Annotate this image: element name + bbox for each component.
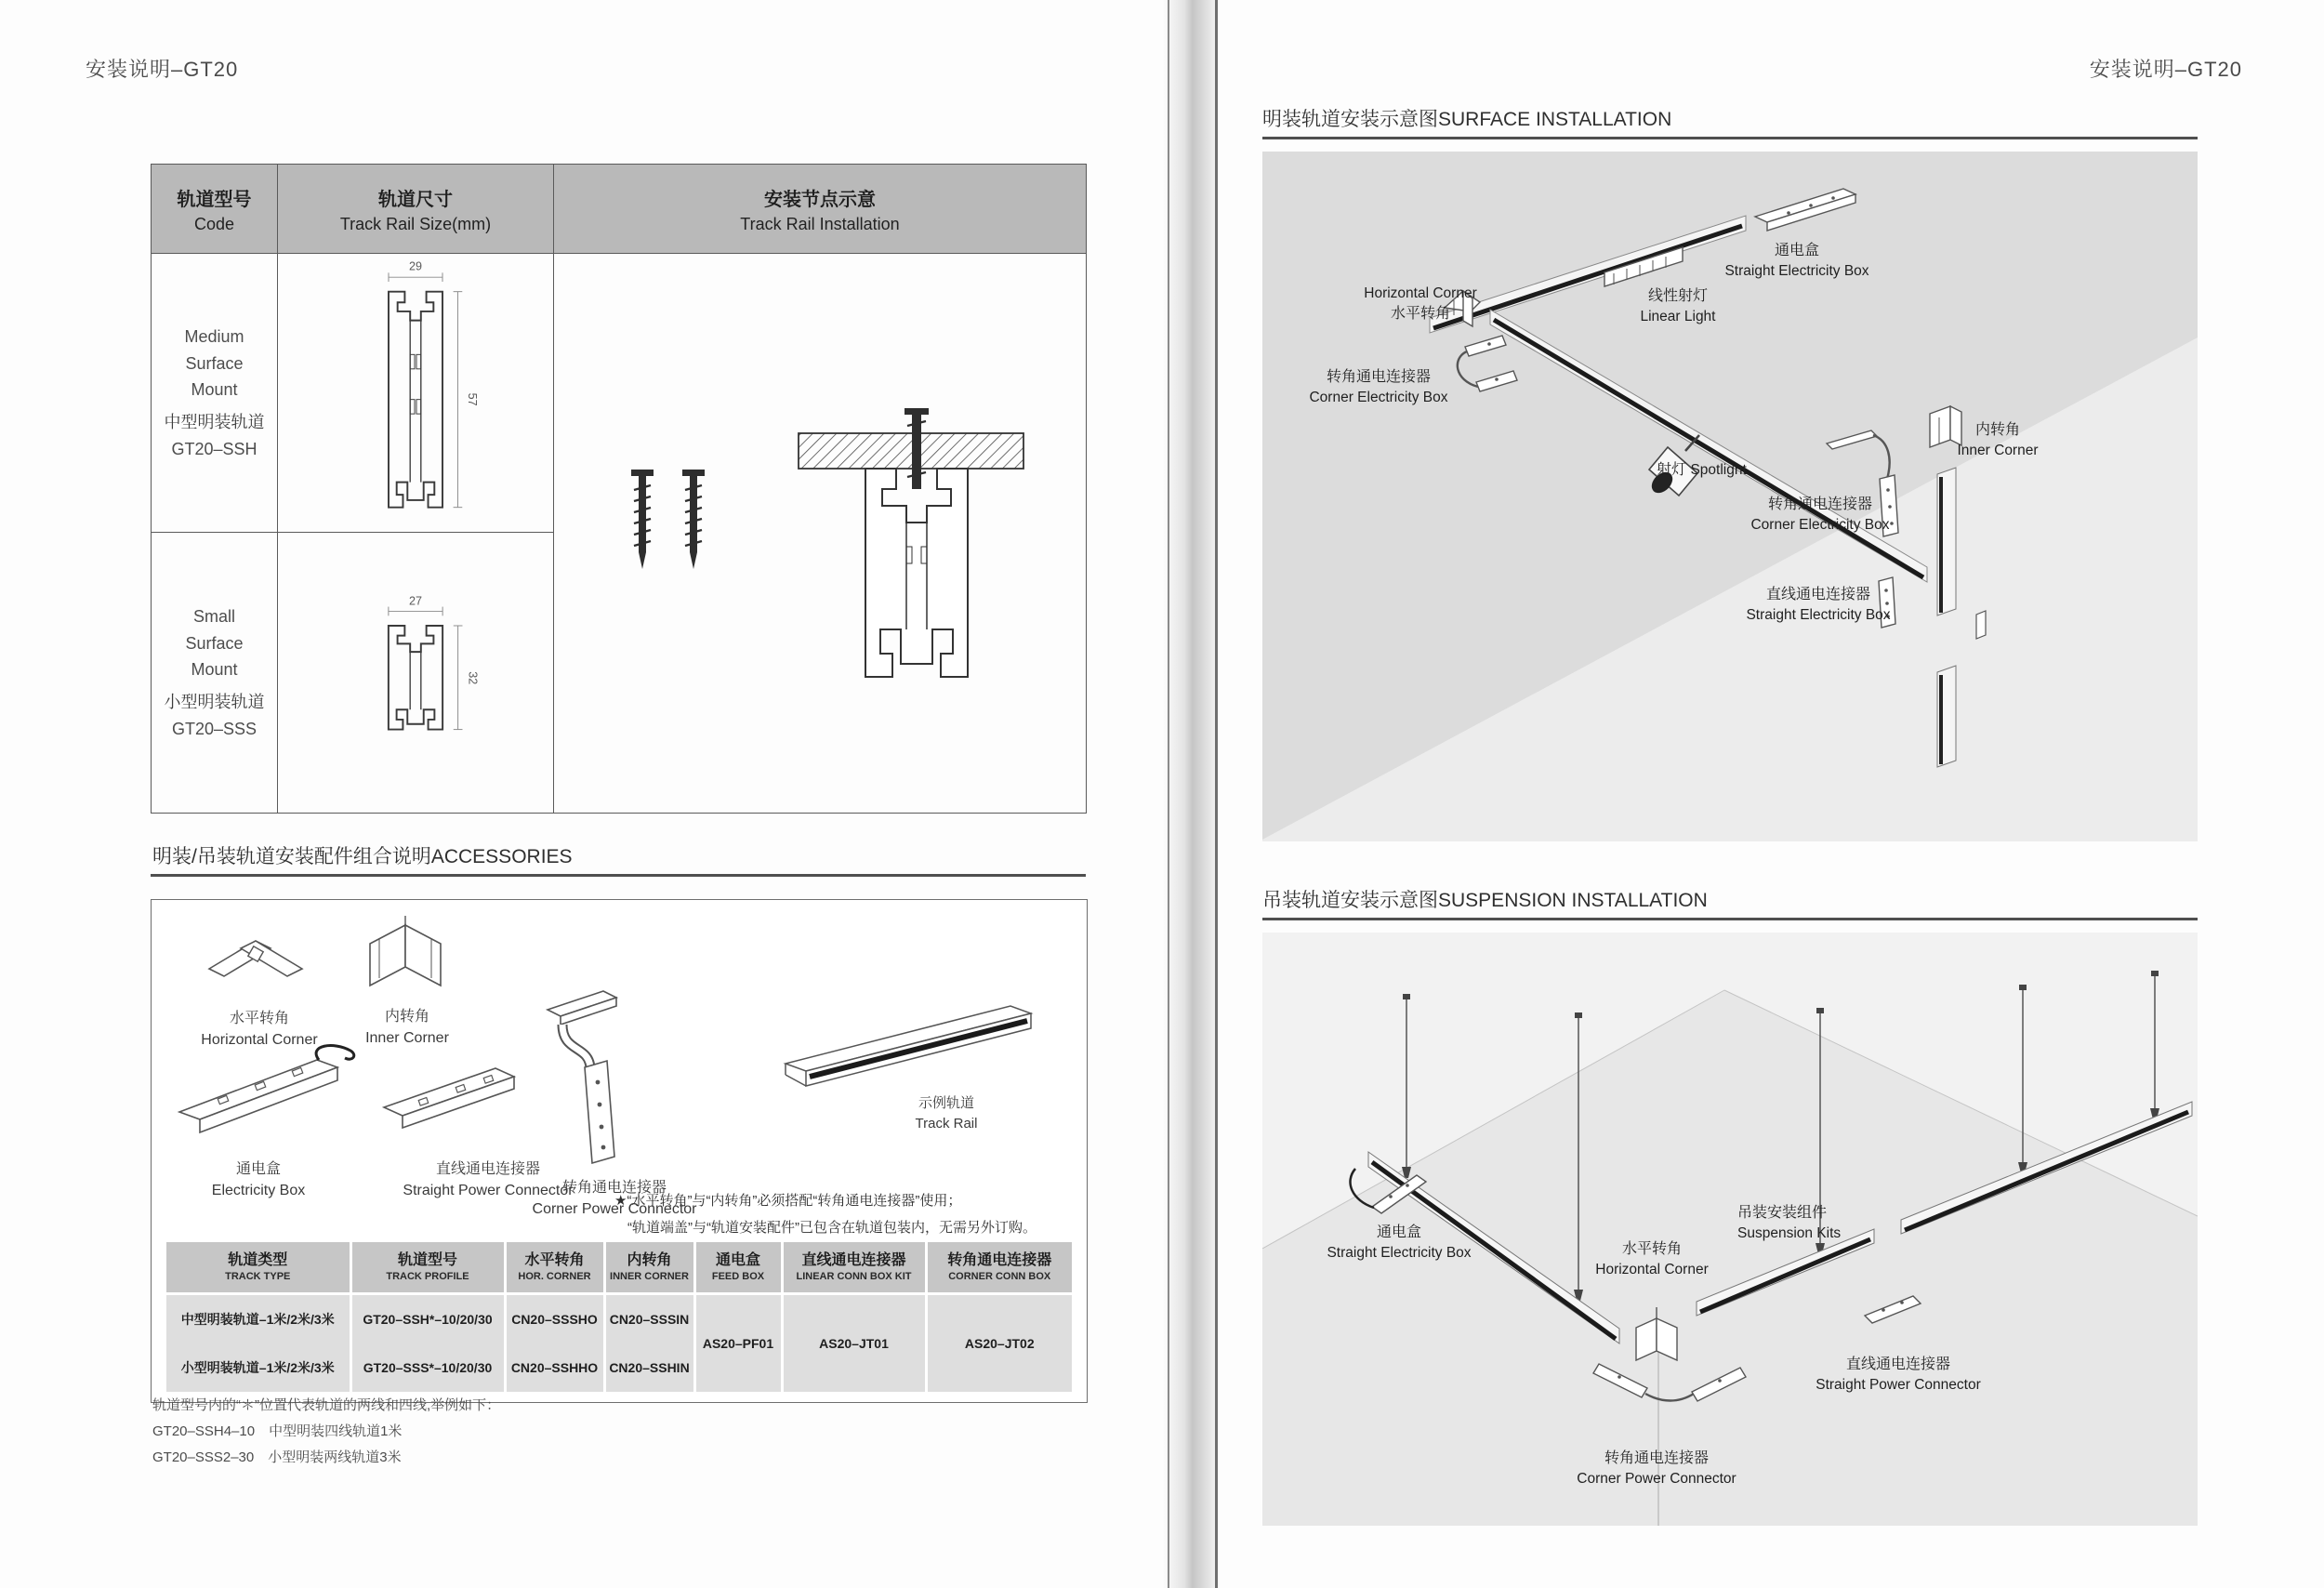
electricity-box-label xyxy=(165,1158,351,1201)
combo-h6-en: CORNER CONN BOX xyxy=(948,1271,1051,1282)
surface-section-rule xyxy=(1262,137,2198,139)
medium-height-dim: 57 xyxy=(466,392,480,406)
combo-h2-en: HOR. CORNER xyxy=(518,1271,591,1282)
surface-horizontal-corner-label xyxy=(1314,284,1527,324)
suspension-feed-box-label xyxy=(1301,1223,1497,1264)
small-joint-piece xyxy=(1976,611,1986,639)
electricity-box-zh: 通电盒 xyxy=(235,1161,281,1177)
suspension-kits-zh: 吊装安装组件 xyxy=(1737,1205,1828,1221)
surface-spotlight-zh: 射灯 xyxy=(1657,462,1687,478)
accessories-note-line2: “轨道端盖”与“轨道安装配件”已包含在轨道包装内，无需另外订购。 xyxy=(627,1219,1037,1236)
spec-col-size-en: Track Rail Size(mm) xyxy=(339,214,492,233)
suspension-section-title: 吊装轨道安装示意图SUSPENSION INSTALLATION xyxy=(1262,890,1708,911)
small-name-line1: Small xyxy=(192,606,235,626)
suspension-straight-connector-label xyxy=(1810,1355,1987,1396)
suspension-corner-connector-en: Corner Power Connector xyxy=(1577,1471,1736,1488)
horizontal-corner-zh: 水平转角 xyxy=(229,1011,289,1026)
electricity-box-en: Electricity Box xyxy=(211,1183,306,1199)
spec-col-install-en: Track Rail Installation xyxy=(740,214,900,233)
vertical-rail-segment xyxy=(1937,666,1956,767)
surface-spotlight-label xyxy=(1657,460,1747,481)
combo-feed-box-value: AS20–PF01 xyxy=(694,1294,782,1393)
surface-corner-box-left-label xyxy=(1276,367,1481,408)
combo-h1-zh: 轨道型号 xyxy=(397,1251,457,1268)
combo-h0-zh: 轨道类型 xyxy=(228,1251,288,1268)
surface-corner-box-right-label xyxy=(1732,495,1908,536)
combo-col-track-profile xyxy=(350,1242,505,1294)
small-name-line2: Surface xyxy=(185,633,244,653)
suspension-kits-label xyxy=(1737,1203,1905,1244)
medium-rail-cross-section xyxy=(346,256,485,525)
combo-medium-hor: CN20–SSSHO xyxy=(505,1294,604,1344)
model-footnote xyxy=(152,1393,500,1470)
corner-power-connector-zh: 转角通电连接器 xyxy=(561,1180,667,1196)
small-name-zh: 小型明装轨道 xyxy=(164,693,265,712)
spine-line-right xyxy=(1215,0,1218,1588)
suspension-section-rule xyxy=(1262,918,2198,920)
accessories-note-line1: ★“水平转角”与“内转角”必须搭配“转角通电连接器”使用； xyxy=(614,1193,962,1209)
vertical-rail-segment xyxy=(1937,468,1956,615)
footnote-line1: 轨道型号内的“＊”位置代表轨道的两线和四线,举例如下： xyxy=(152,1397,501,1413)
spec-row-medium xyxy=(152,254,1087,533)
medium-cross-section-cell xyxy=(278,254,554,533)
accessories-note xyxy=(614,1188,1061,1241)
straight-power-connector-icon xyxy=(375,1053,537,1146)
combo-h5-en: LINEAR CONN BOX KIT xyxy=(796,1271,912,1282)
combo-small-type: 小型明装轨道–1米/2米/3米 xyxy=(180,1360,335,1375)
surface-straight-box-zh: 直线通电连接器 xyxy=(1765,587,1870,602)
surface-feed-box-en: Straight Electricity Box xyxy=(1724,263,1869,280)
spec-col-code-en: Code xyxy=(193,214,235,233)
medium-name-line2: Surface xyxy=(185,353,244,373)
combo-h5-zh: 直线通电连接器 xyxy=(801,1251,906,1268)
suspension-horizontal-corner-label xyxy=(1573,1239,1731,1280)
accessories-section-title: 明装/吊装轨道安装配件组合说明ACCESSORIES xyxy=(152,846,573,867)
suspension-corner-connector-label xyxy=(1568,1449,1745,1489)
combo-col-linear-conn xyxy=(782,1242,926,1294)
suspension-feed-box-en: Straight Electricity Box xyxy=(1327,1245,1472,1262)
spec-header-row xyxy=(152,165,1087,254)
surface-linear-light-zh: 线性射灯 xyxy=(1647,288,1708,304)
spec-col-install xyxy=(554,165,1087,254)
suspension-straight-connector-en: Straight Power Connector xyxy=(1816,1377,1981,1394)
small-rail-cross-section xyxy=(346,594,485,748)
combo-col-corner-conn xyxy=(926,1242,1072,1294)
small-height-dim: 32 xyxy=(466,670,480,685)
straight-power-connector-en: Straight Power Connector xyxy=(403,1183,574,1199)
surface-feed-box-zh: 通电盒 xyxy=(1774,243,1819,258)
surface-feed-box-label xyxy=(1709,241,1885,282)
surface-section-title: 明装轨道安装示意图SURFACE INSTALLATION xyxy=(1262,109,1672,130)
small-cross-section-cell xyxy=(278,533,554,814)
surface-linear-light-label xyxy=(1594,286,1762,327)
page-header-right: 安装说明–GT20 xyxy=(2089,58,2242,81)
combo-small-inner: CN20–SSHIN xyxy=(604,1343,694,1392)
inner-corner-zh: 内转角 xyxy=(384,1009,429,1025)
footnote-line2: GT20–SSH4–10 中型明装四线轨道1米 xyxy=(152,1423,403,1439)
medium-width-dim: 29 xyxy=(409,259,422,273)
suspension-feed-box-zh: 通电盒 xyxy=(1376,1224,1421,1240)
electricity-box-icon xyxy=(168,1039,373,1151)
suspension-horizontal-corner-zh: 水平转角 xyxy=(1621,1241,1682,1257)
page-header-left: 安装说明–GT20 xyxy=(86,58,239,81)
horizontal-corner-en: Horizontal Corner xyxy=(201,1032,318,1049)
combo-medium-inner: CN20–SSSIN xyxy=(604,1294,694,1344)
accessories-box xyxy=(151,899,1088,1403)
inner-corner-icon xyxy=(351,911,463,1004)
surface-linear-light-en: Linear Light xyxy=(1640,309,1716,325)
corner-power-connector-en: Corner Power Connector xyxy=(532,1201,697,1218)
combo-h6-zh: 转角通电连接器 xyxy=(947,1251,1052,1268)
combo-col-inner-corner xyxy=(604,1242,694,1294)
combo-corner-conn-value: AS20–JT02 xyxy=(926,1294,1072,1393)
suspension-installation-diagram xyxy=(1262,933,2198,1526)
inner-corner-en: Inner Corner xyxy=(365,1030,449,1047)
suspension-kits-en: Suspension Kits xyxy=(1737,1225,1842,1242)
small-width-dim: 27 xyxy=(408,594,423,608)
install-detail-diagram xyxy=(554,254,1087,808)
medium-name-zh: 中型明装轨道 xyxy=(164,413,265,432)
straight-power-connector-zh: 直线通电连接器 xyxy=(435,1161,540,1177)
book-spine xyxy=(1162,0,1218,1588)
combo-small-hor: CN20–SSHHO xyxy=(505,1343,604,1392)
medium-code-cell xyxy=(152,254,278,533)
surface-inner-corner-label xyxy=(1919,420,2077,461)
surface-corner-box-left-zh: 转角通电连接器 xyxy=(1326,369,1431,385)
combo-col-track-type xyxy=(166,1242,350,1294)
track-rail-sample-en: Track Rail xyxy=(915,1115,978,1131)
surface-inner-corner-en: Inner Corner xyxy=(1957,443,2039,459)
spec-col-install-zh: 安装节点示意 xyxy=(764,189,876,210)
surface-inner-corner-zh: 内转角 xyxy=(1974,422,2020,438)
medium-name-line1: Medium xyxy=(184,326,244,346)
track-spec-table xyxy=(151,164,1087,814)
combo-h0-en: TRACK TYPE xyxy=(225,1271,291,1282)
mounted-rail-profile xyxy=(865,469,968,677)
medium-name-line3: Mount xyxy=(191,380,238,400)
combo-h4-en: FEED BOX xyxy=(711,1271,765,1282)
suspension-horizontal-corner-en: Horizontal Corner xyxy=(1595,1262,1709,1278)
surface-horizontal-corner-zh: 水平转角 xyxy=(1390,305,1450,322)
screw-icon xyxy=(682,470,705,569)
spec-col-code xyxy=(152,165,278,254)
spine-line-left xyxy=(1168,0,1169,1588)
small-code-cell xyxy=(152,533,278,814)
corner-power-connector-icon xyxy=(531,974,707,1174)
screw-icon xyxy=(631,470,654,569)
combo-h4-zh: 通电盒 xyxy=(715,1251,760,1268)
spec-col-size-zh: 轨道尺寸 xyxy=(378,189,453,210)
horizontal-corner-icon xyxy=(198,920,328,1004)
surface-installation-diagram xyxy=(1262,152,2198,841)
footnote-line3: GT20–SSS2–30 小型明装两线轨道3米 xyxy=(152,1449,402,1465)
suspension-straight-connector-zh: 直线通电连接器 xyxy=(1845,1356,1950,1372)
spec-col-code-zh: 轨道型号 xyxy=(177,189,252,210)
combo-h1-en: TRACK PROFILE xyxy=(386,1271,469,1282)
surface-corner-box-right-zh: 转角通电连接器 xyxy=(1767,496,1872,512)
combo-col-feed-box xyxy=(694,1242,782,1294)
small-model: GT20–SSS xyxy=(171,719,257,738)
accessories-combo-table xyxy=(166,1242,1072,1392)
accessories-section-rule xyxy=(151,874,1086,877)
ceiling-slab xyxy=(799,433,1023,469)
combo-linear-conn-value: AS20–JT01 xyxy=(782,1294,926,1393)
surface-spotlight-en: Spotlight xyxy=(1690,462,1747,478)
combo-header-row xyxy=(166,1242,1072,1294)
suspension-corner-connector-zh: 转角通电连接器 xyxy=(1604,1450,1709,1466)
surface-straight-box-en: Straight Electricity Box xyxy=(1746,607,1891,624)
combo-small-profile: GT20–SSS*–10/20/30 xyxy=(350,1343,505,1392)
spec-col-size xyxy=(278,165,554,254)
surface-horizontal-corner-en: Horizontal Corner xyxy=(1364,285,1477,301)
small-name-line3: Mount xyxy=(191,660,238,680)
medium-model: GT20–SSH xyxy=(171,439,257,458)
surface-corner-box-right-en: Corner Electricity Box xyxy=(1750,517,1890,534)
combo-h2-zh: 水平转角 xyxy=(524,1251,585,1268)
combo-h3-en: INNER CORNER xyxy=(610,1271,689,1282)
combo-col-hor-corner xyxy=(505,1242,604,1294)
combo-h3-zh: 内转角 xyxy=(627,1251,672,1268)
combo-medium-profile: GT20–SSH*–10/20/30 xyxy=(350,1294,505,1344)
surface-corner-box-left-en: Corner Electricity Box xyxy=(1309,390,1448,406)
install-detail-cell xyxy=(554,254,1087,814)
track-rail-sample-zh: 示例轨道 xyxy=(918,1095,974,1111)
combo-row-medium xyxy=(166,1294,1072,1344)
combo-medium-type: 中型明装轨道–1米/2米/3米 xyxy=(180,1312,335,1327)
surface-straight-box-label xyxy=(1730,585,1907,626)
track-rail-sample-label xyxy=(853,1093,1039,1134)
